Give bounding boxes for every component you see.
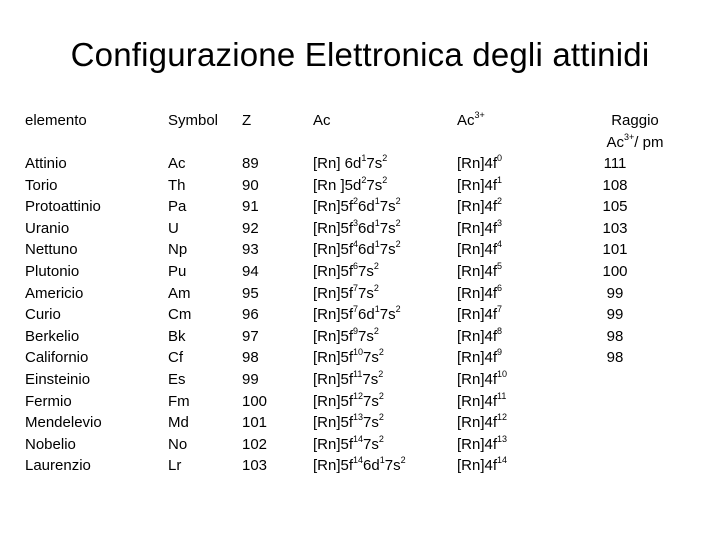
superscript: 2 [353,196,359,207]
config-text: 6d [358,241,375,259]
config-text: [Rn]5f [313,435,354,453]
superscript: 8 [497,325,503,336]
superscript: 2 [378,412,384,423]
cell-symbol: Fm [168,392,190,410]
cell-ac3-config [457,347,507,369]
superscript: 2 [395,217,401,228]
config-text: 6d [358,306,375,324]
config-text: [Rn]4f [457,414,498,432]
cell-elemento: Americio [25,284,84,302]
config-text: [Rn]4f [457,219,498,237]
cell-raggio: 111 [603,155,627,172]
cell-raggio: 98 [606,327,624,345]
config-text: 7s [379,219,396,237]
column-ac [313,153,406,477]
header-ac3 [457,110,485,132]
cell-symbol: Th [168,176,186,194]
superscript: 2 [378,368,384,379]
superscript: 2 [378,390,384,401]
cell-raggio: 99 [606,306,624,324]
superscript: 2 [395,196,401,207]
config-text: [Rn]5f [313,414,354,432]
config-text: [Rn]5f [313,219,354,237]
cell-symbol: Pa [168,198,187,216]
config-text: [Rn]4f [457,349,498,367]
superscript: 2 [400,455,406,466]
config-text: [Rn] 6d [313,155,362,172]
cell-ac3-config [457,391,507,413]
superscript: 2 [395,304,401,315]
cell-ac-config [313,455,406,477]
config-text: 7s [358,284,374,302]
cell-raggio: 98 [606,349,624,367]
header-ac3-base: Ac [457,112,475,129]
superscript: 12 [353,390,364,401]
superscript: 0 [497,153,503,163]
config-text: [Rn]4f [457,198,498,216]
config-text: [Rn ]5d [313,176,362,194]
cell-ac-config [313,347,406,369]
superscript: 6 [497,282,503,293]
cell-elemento: Torio [25,176,58,194]
cell-raggio: 105 [602,198,628,216]
config-text: 6d [358,198,375,216]
superscript: 11 [497,390,507,401]
cell-elemento: Attinio [25,155,67,172]
cell-elemento: Nettuno [25,241,78,259]
config-text: [Rn]5f [313,284,354,302]
config-text: 7s [363,392,379,410]
superscript: 2 [382,174,388,185]
superscript: 13 [353,412,364,423]
header-symbol: Symbol [168,112,219,129]
cell-elemento: Californio [25,349,89,367]
superscript: 7 [497,304,503,315]
cell-ac-config [313,218,406,240]
config-text: 7s [379,198,396,216]
superscript: 1 [374,304,380,315]
cell-z: 101 [242,414,268,432]
cell-raggio [585,455,645,477]
superscript: 2 [497,196,503,207]
cell-elemento: Curio [25,306,61,324]
superscript: 10 [497,368,508,379]
cell-elemento: Einsteinio [25,370,91,388]
config-text: 7s [362,370,379,388]
cell-elemento: Laurenzio [25,457,91,475]
cell-elemento: Plutonio [25,262,80,280]
config-text: 7s [363,414,379,432]
superscript: 3 [353,217,359,228]
superscript: 4 [353,239,359,250]
superscript: 3 [497,217,503,228]
cell-ac-config [313,196,406,218]
header-raggio-line1: Raggio [611,112,659,129]
cell-z: 100 [242,392,268,410]
config-text: [Rn]5f [313,241,354,259]
cell-ac-config [313,153,406,175]
config-text: [Rn]4f [457,284,498,302]
config-text: [Rn]4f [457,370,498,388]
cell-symbol: Lr [168,457,182,475]
cell-symbol: Cf [168,349,183,367]
superscript: 7 [353,282,359,293]
cell-ac3-config [457,434,507,456]
superscript: 1 [374,239,380,250]
config-text: [Rn]4f [457,306,498,324]
superscript: 12 [497,412,508,423]
cell-elemento: Fermio [25,392,72,410]
config-text: 7s [384,457,401,475]
cell-symbol: Np [168,241,188,259]
superscript: 2 [378,433,384,444]
cell-elemento: Uranio [25,219,70,237]
header-z: Z [242,112,252,129]
cell-elemento: Mendelevio [25,414,102,432]
superscript: 2 [361,174,367,185]
superscript: 2 [373,325,379,336]
config-text: [Rn]5f [313,392,354,410]
cell-raggio: 100 [602,262,628,280]
superscript: 11 [353,368,363,379]
config-text: [Rn]5f [313,457,354,475]
cell-z: 96 [242,306,259,324]
config-text: [Rn]5f [313,327,354,345]
cell-z: 93 [242,241,259,259]
column-ac3 [457,153,507,477]
superscript: 2 [382,153,388,163]
cell-symbol: No [168,435,188,453]
superscript: 1 [497,174,503,185]
config-text: 7s [379,241,396,259]
config-text: [Rn]4f [457,176,498,194]
column-raggio [585,153,645,477]
header-raggio [585,110,685,153]
superscript: 7 [353,304,359,315]
cell-raggio [585,391,645,413]
cell-ac3-config [457,175,507,197]
config-text: [Rn]5f [313,370,354,388]
superscript: 5 [497,260,503,271]
cell-z: 92 [242,219,259,237]
superscript: 10 [353,347,364,358]
cell-symbol: Ac [168,155,186,172]
config-text: 7s [363,349,379,367]
superscript: 1 [361,153,367,163]
superscript: 2 [395,239,401,250]
config-text: [Rn]5f [313,198,354,216]
superscript: 2 [378,347,384,358]
header-raggio-sup: 3+ [624,131,635,142]
cell-symbol: Bk [168,327,186,345]
cell-ac3-config [457,412,507,434]
config-text: [Rn]4f [457,457,498,475]
cell-ac3-config [457,283,507,305]
cell-raggio [585,412,645,434]
column-symbol [168,153,191,477]
header-elemento: elemento [25,112,87,129]
config-text: 7s [366,155,383,172]
cell-ac-config [313,175,406,197]
cell-ac-config [313,261,406,283]
cell-ac3-config [457,196,507,218]
cell-raggio: 99 [606,284,624,302]
superscript: 1 [374,196,380,207]
cell-ac3-config [457,455,507,477]
config-text: [Rn]4f [457,327,498,345]
config-text: 6d [358,219,375,237]
cell-symbol: U [168,219,179,237]
cell-ac3-config [457,261,507,283]
cell-ac-config [313,391,406,413]
superscript: 2 [373,260,379,271]
cell-elemento: Berkelio [25,327,80,345]
superscript: 2 [373,282,379,293]
cell-ac3-config [457,218,507,240]
config-text: [Rn]5f [313,306,354,324]
cell-symbol: Md [168,414,189,432]
cell-raggio [585,369,645,391]
superscript: 14 [353,455,364,466]
cell-z: 90 [242,176,259,194]
superscript: 14 [497,455,508,466]
config-text: 7s [366,176,383,194]
config-text: 7s [363,435,379,453]
cell-ac3-config [457,239,507,261]
cell-z: 95 [242,284,259,302]
config-text: 7s [358,262,374,280]
column-elemento [25,153,102,477]
cell-z: 89 [242,155,259,172]
config-text: [Rn]4f [457,241,498,259]
config-text: [Rn]4f [457,392,498,410]
superscript: 14 [353,433,364,444]
cell-ac3-config [457,304,507,326]
cell-ac-config [313,326,406,348]
cell-symbol: Cm [168,306,192,324]
header-raggio-line2 [585,132,685,154]
config-text: [Rn]4f [457,435,498,453]
column-z [242,153,267,477]
cell-ac-config [313,434,406,456]
config-text: 7s [379,306,396,324]
cell-ac3-config [457,326,507,348]
cell-symbol: Am [168,284,191,302]
cell-z: 91 [242,198,259,216]
page-title: Configurazione Elettronica degli attinidi [70,36,650,73]
cell-z: 103 [242,457,268,475]
cell-elemento: Protoattinio [25,198,101,216]
superscript: 9 [497,347,503,358]
cell-ac-config [313,412,406,434]
header-raggio-ac: Ac [606,133,625,151]
config-text: [Rn]4f [457,262,498,280]
cell-symbol: Es [168,370,186,388]
superscript: 9 [353,325,359,336]
cell-ac-config [313,283,406,305]
cell-ac3-config [457,369,507,391]
config-text: [Rn]4f [457,155,498,172]
cell-raggio: 108 [602,176,628,194]
superscript: 1 [374,217,380,228]
cell-z: 102 [242,435,268,453]
config-text: 7s [358,327,374,345]
cell-raggio [585,434,645,456]
cell-ac-config [313,239,406,261]
config-text: [Rn]5f [313,349,354,367]
cell-z: 98 [242,349,259,367]
superscript: 4 [497,239,503,250]
cell-z: 94 [242,262,259,280]
superscript: 13 [497,433,508,444]
cell-raggio: 103 [602,219,628,237]
header-ac3-sup: 3+ [474,110,485,120]
cell-z: 99 [242,370,259,388]
superscript: 1 [379,455,385,466]
header-raggio-unit: / pm [634,133,664,151]
superscript: 6 [353,260,359,271]
cell-ac-config [313,369,406,391]
header-ac: Ac [313,112,331,129]
cell-ac-config [313,304,406,326]
cell-symbol: Pu [168,262,187,280]
config-text: [Rn]5f [313,262,354,280]
cell-z: 97 [242,327,259,345]
cell-ac3-config [457,153,507,175]
cell-raggio: 101 [602,241,628,259]
config-text: 6d [363,457,380,475]
cell-elemento: Nobelio [25,435,76,453]
